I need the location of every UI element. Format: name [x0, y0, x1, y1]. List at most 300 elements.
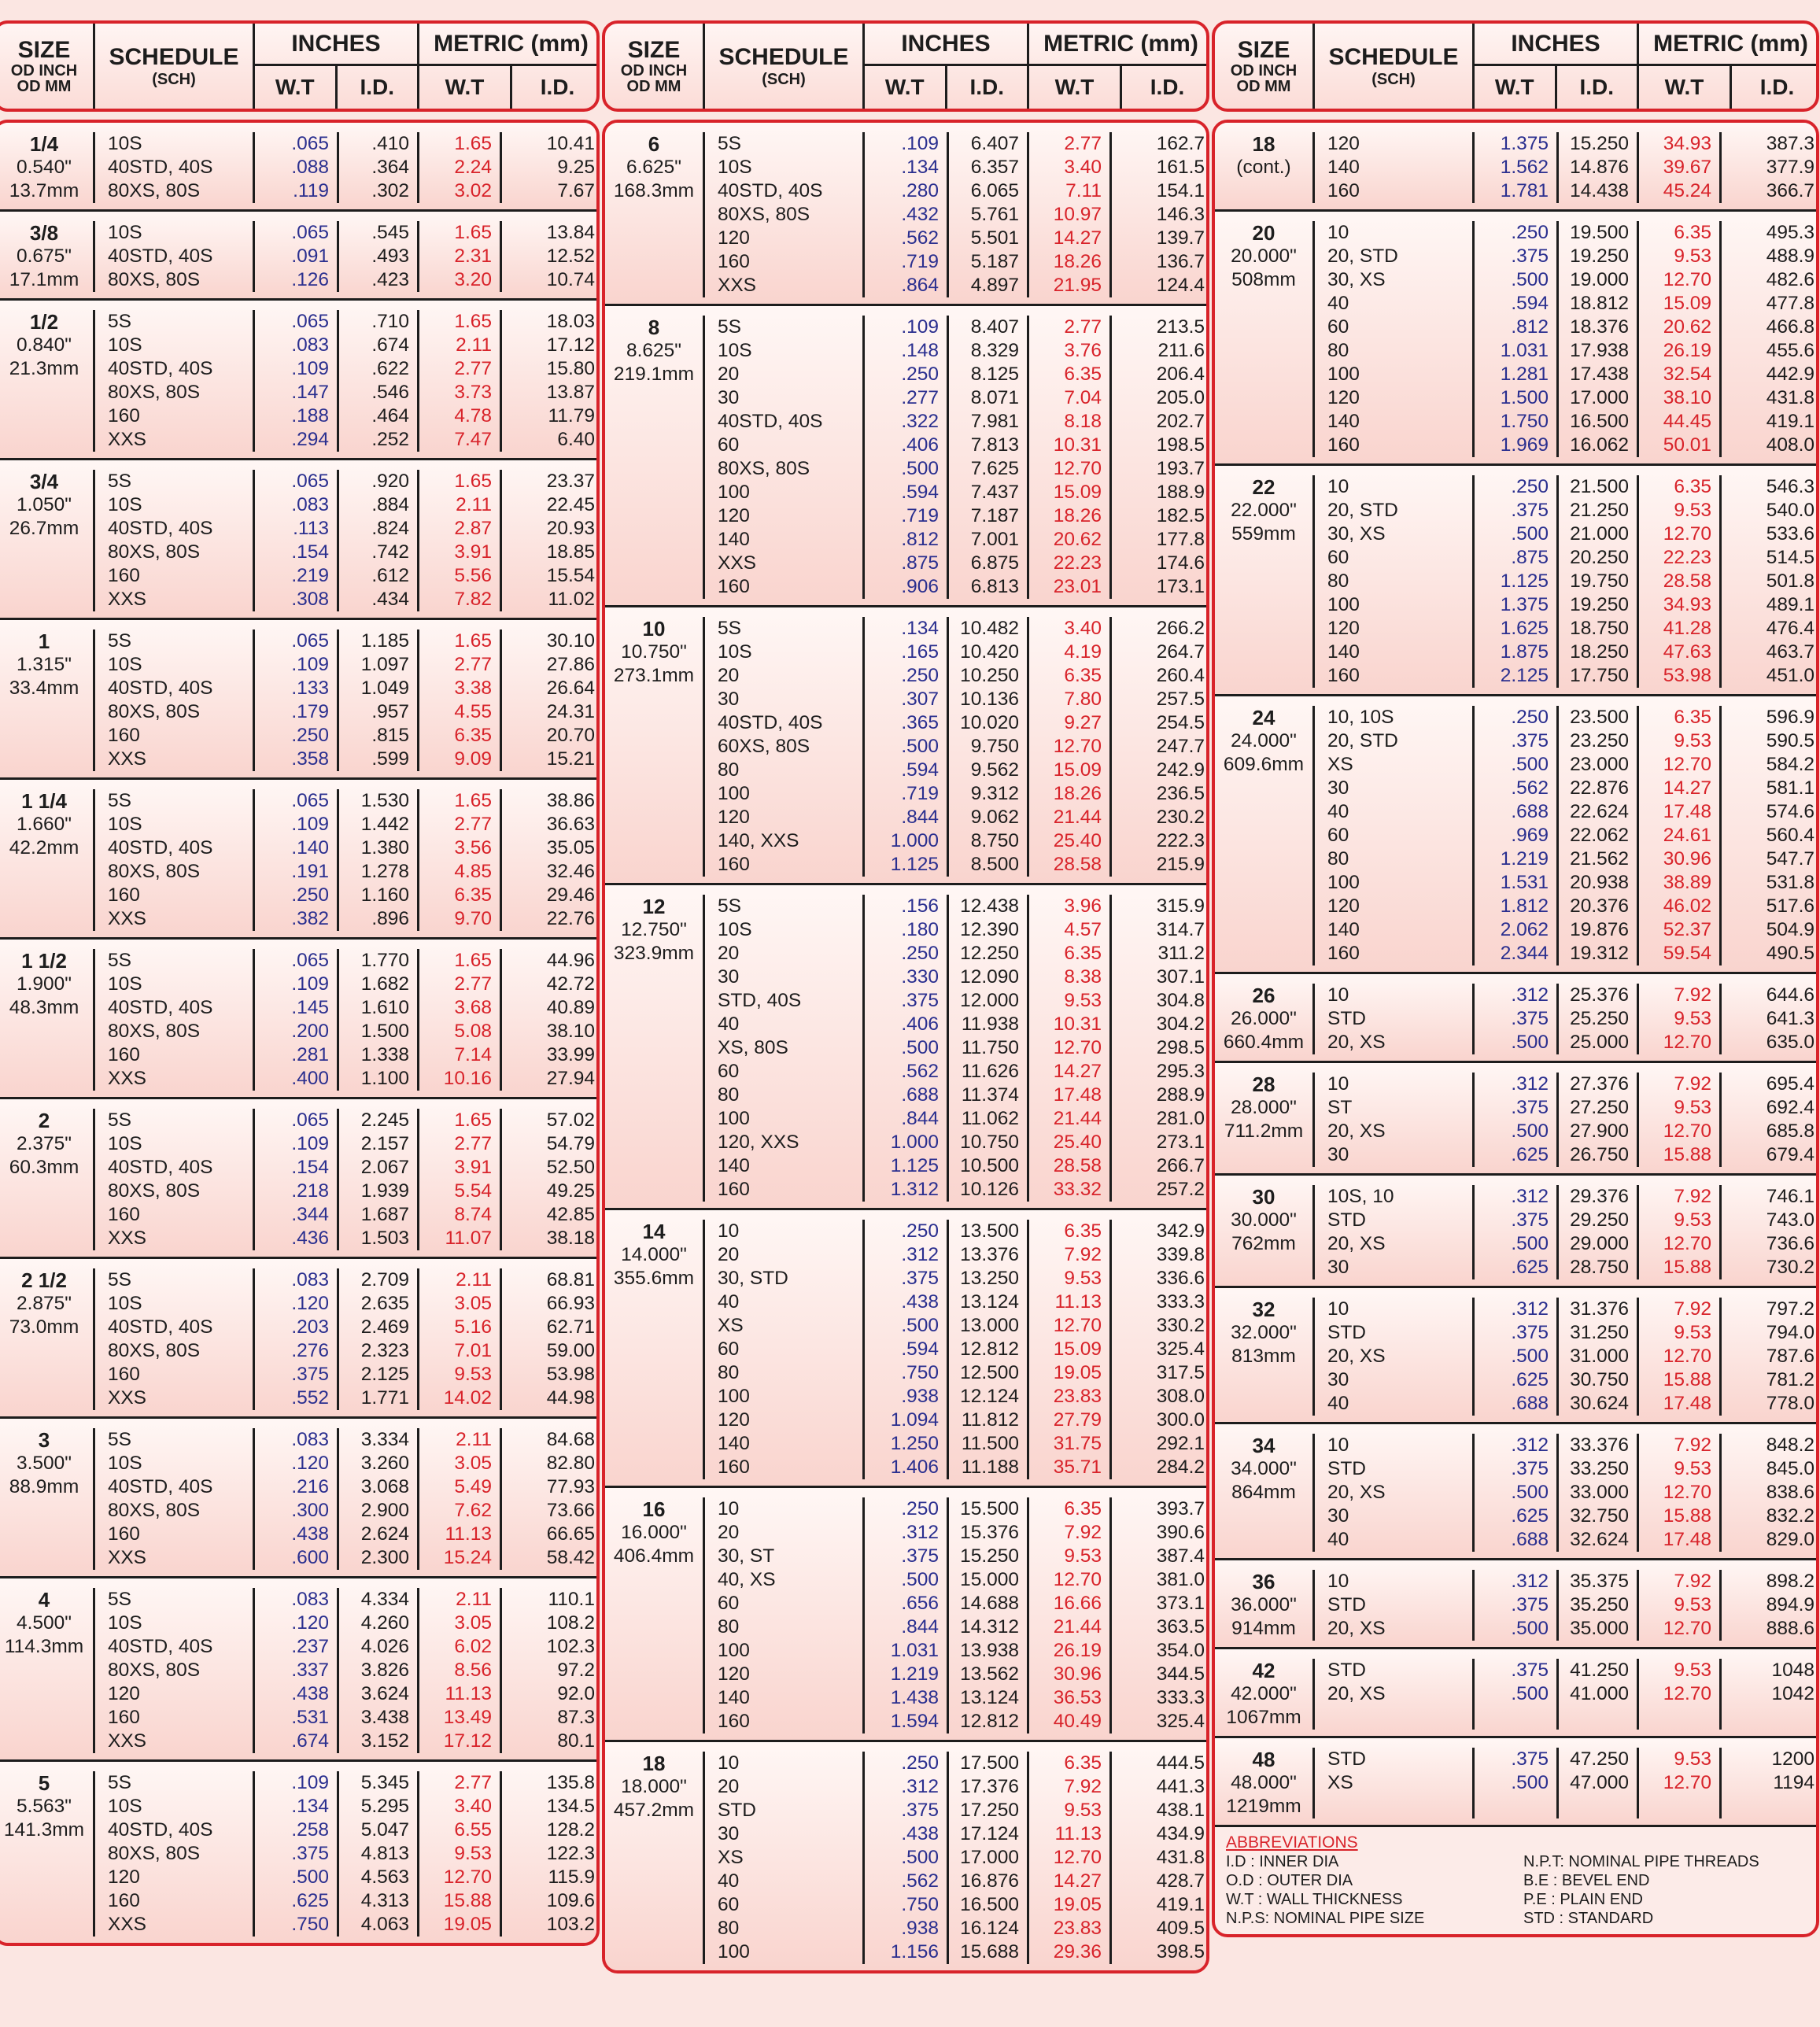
- inner-dia-inch: 1.278: [360, 861, 409, 882]
- schedule: 30: [718, 1823, 740, 1844]
- inner-dia-mm: 787.6: [1766, 1346, 1814, 1367]
- schedule-column: [1315, 1185, 1475, 1279]
- inner-dia-inch: 25.000: [1570, 1032, 1629, 1053]
- inner-dia-mm: 57.02: [546, 1109, 595, 1131]
- od-inch: 2.375": [16, 1133, 72, 1154]
- wall-thickness-mm: 28.58: [1053, 1155, 1102, 1176]
- inner-dia-mm: 58.42: [546, 1547, 595, 1568]
- schedule: 20, XS: [1327, 1618, 1386, 1639]
- schedule: 80XS, 80S: [108, 701, 201, 722]
- schedule: 120: [718, 227, 750, 249]
- abbreviation: B.E : BEVEL END: [1523, 1872, 1650, 1889]
- inner-dia-inch: 4.026: [360, 1636, 409, 1657]
- inner-dia-mm: 205.0: [1156, 387, 1205, 408]
- schedule: 40STD, 40S: [108, 1157, 213, 1178]
- inner-dia-mm-column: [1722, 1298, 1819, 1416]
- wall-thickness-inch: .500: [901, 1847, 939, 1868]
- inner-dia-inch: 7.625: [970, 458, 1019, 479]
- size-group: [605, 885, 1206, 1210]
- wall-thickness-mm: 52.37: [1663, 919, 1711, 940]
- schedule-column: [1315, 221, 1475, 457]
- wall-thickness-inch: .250: [901, 1498, 939, 1519]
- schedule: 160: [108, 1364, 140, 1385]
- od-mm: 1067mm: [1226, 1707, 1301, 1728]
- size-group: [0, 212, 596, 301]
- schedule: 100: [1327, 364, 1360, 385]
- wall-thickness-inch: .375: [1511, 1594, 1549, 1615]
- schedule: XXS: [108, 1068, 147, 1089]
- schedule: 60: [718, 434, 740, 456]
- size-cell: [0, 1771, 95, 1937]
- inner-dia-inch: 1.939: [360, 1180, 409, 1202]
- wall-thickness-mm: 8.38: [1064, 966, 1102, 988]
- wall-thickness-inch: 1.594: [890, 1711, 939, 1732]
- metric-header: [1029, 24, 1209, 109]
- schedule: 80: [718, 1616, 740, 1637]
- wall-thickness-inch: .688: [1511, 1529, 1549, 1550]
- inner-dia-inch: 19.750: [1570, 570, 1629, 592]
- wall-thickness-mm: 18.26: [1053, 251, 1102, 272]
- wall-thickness-mm: 17.48: [1663, 801, 1711, 822]
- wall-thickness-mm: 20.62: [1663, 316, 1711, 338]
- wall-thickness-mm: 1.65: [454, 1109, 492, 1131]
- wall-thickness-inch: .065: [291, 311, 329, 332]
- inner-dia-inch: 1.500: [360, 1021, 409, 1042]
- od-mm-label: OD MM: [1236, 78, 1291, 95]
- wall-thickness-inch: .134: [901, 157, 939, 178]
- inches-subheader: [255, 66, 417, 109]
- schedule: 80XS, 80S: [108, 180, 201, 201]
- inner-dia-inch: 18.376: [1570, 316, 1629, 338]
- wall-thickness-mm: 14.27: [1053, 1870, 1102, 1892]
- wall-thickness-inch: .562: [901, 1870, 939, 1892]
- wall-thickness-mm: 8.74: [454, 1204, 492, 1225]
- inner-dia-inch: 6.407: [970, 133, 1019, 154]
- wall-thickness-inch: .400: [291, 1068, 329, 1089]
- inner-dia-mm-column: [1112, 1220, 1209, 1479]
- size-header: [1215, 24, 1315, 109]
- schedule: 5S: [108, 471, 131, 492]
- inner-dia-mm: 746.1: [1766, 1186, 1814, 1207]
- schedule: 5S: [718, 895, 741, 917]
- inner-dia-inch: 12.000: [960, 990, 1019, 1011]
- inner-dia-inch: 27.250: [1570, 1097, 1629, 1118]
- wall-thickness-mm: 2.24: [454, 157, 492, 178]
- inner-dia-inch-column: [949, 1220, 1029, 1479]
- wall-thickness-mm-column: [419, 1428, 502, 1570]
- wt-label: W.T: [1029, 66, 1122, 109]
- inner-dia-mm: 743.0: [1766, 1209, 1814, 1231]
- id-label: I.D.: [360, 75, 395, 99]
- schedule: 80XS, 80S: [108, 1340, 201, 1361]
- inner-dia-inch: 10.250: [960, 665, 1019, 686]
- inner-dia-inch-column: [339, 1268, 419, 1410]
- size-cell: [605, 1220, 705, 1479]
- inner-dia-inch: 2.125: [360, 1364, 409, 1385]
- schedule: 80XS, 80S: [108, 269, 201, 290]
- inner-dia-inch: 9.312: [970, 783, 1019, 804]
- inner-dia-inch: 31.376: [1570, 1298, 1629, 1320]
- inner-dia-mm: 135.8: [546, 1772, 595, 1793]
- inner-dia-inch: 13.124: [960, 1687, 1019, 1708]
- inner-dia-mm: 317.5: [1156, 1362, 1205, 1383]
- nominal-size: 18: [1252, 132, 1275, 156]
- inner-dia-mm: 7.67: [557, 180, 595, 201]
- sch-label: (SCH): [1371, 70, 1416, 88]
- inner-dia-mm: 336.6: [1156, 1268, 1205, 1289]
- od-inch-label: OD INCH: [10, 62, 78, 79]
- table-panel-2: [602, 20, 1209, 1973]
- schedule: 40: [1327, 1393, 1349, 1414]
- inner-dia-mm-column: [1722, 1659, 1819, 1730]
- inner-dia-inch: 11.188: [961, 1457, 1019, 1478]
- schedule: 40STD, 40S: [108, 1476, 213, 1497]
- wall-thickness-inch-column: [255, 470, 339, 611]
- inner-dia-mm: 829.0: [1766, 1529, 1814, 1550]
- inner-dia-inch: 4.313: [360, 1890, 409, 1911]
- wall-thickness-inch: .109: [291, 973, 329, 995]
- wall-thickness-inch: 1.125: [890, 854, 939, 875]
- wall-thickness-inch: .312: [901, 1244, 939, 1265]
- wall-thickness-mm: 15.88: [1663, 1257, 1711, 1278]
- schedule: 120: [718, 1409, 750, 1431]
- wall-thickness-mm: 22.23: [1663, 547, 1711, 568]
- wall-thickness-inch: .109: [901, 316, 939, 338]
- inner-dia-mm: 62.71: [546, 1316, 595, 1338]
- inner-dia-mm: 26.64: [546, 678, 595, 699]
- nominal-size: 42: [1252, 1659, 1275, 1682]
- schedule: 80XS, 80S: [718, 458, 810, 479]
- inner-dia-inch: 4.563: [360, 1866, 409, 1888]
- schedule: 10S: [718, 919, 752, 940]
- inner-dia-mm-column: [1722, 1073, 1819, 1167]
- size-group: [0, 1578, 596, 1762]
- schedule-column: [95, 789, 255, 931]
- inner-dia-inch: 21.562: [1570, 848, 1629, 870]
- inner-dia-inch: 18.250: [1570, 641, 1629, 663]
- inner-dia-inch: 6.875: [970, 552, 1019, 574]
- inner-dia-inch: 19.876: [1570, 919, 1629, 940]
- inner-dia-mm: 517.6: [1766, 895, 1814, 917]
- wall-thickness-inch: .500: [1511, 1121, 1549, 1142]
- wall-thickness-mm: 6.35: [454, 884, 492, 906]
- wall-thickness-inch-column: [1475, 1298, 1559, 1416]
- wall-thickness-inch: 2.344: [1500, 943, 1549, 964]
- inner-dia-mm: 797.2: [1766, 1298, 1814, 1320]
- od-inch: 30.000": [1231, 1209, 1297, 1231]
- wall-thickness-inch: .312: [1511, 1073, 1549, 1095]
- inner-dia-mm: 504.9: [1766, 919, 1814, 940]
- schedule: 20: [718, 1244, 740, 1265]
- inner-dia-inch: .612: [371, 565, 409, 586]
- inner-dia-mm: 366.7: [1766, 180, 1814, 201]
- size-group: [0, 1099, 596, 1259]
- inner-dia-mm: 451.0: [1766, 665, 1814, 686]
- wall-thickness-inch: .312: [1511, 1298, 1549, 1320]
- inner-dia-inch: .364: [371, 157, 409, 178]
- wall-thickness-mm: 15.09: [1053, 759, 1102, 781]
- wall-thickness-mm: 41.28: [1663, 618, 1711, 639]
- schedule: 5S: [108, 630, 131, 652]
- size-header: [605, 24, 705, 109]
- wall-thickness-inch-column: [1475, 221, 1559, 457]
- schedule: 60: [1327, 316, 1349, 338]
- wall-thickness-inch: 1.125: [1500, 570, 1549, 592]
- inner-dia-mm: 354.0: [1156, 1640, 1205, 1661]
- inner-dia-mm: 419.1: [1156, 1894, 1205, 1915]
- wall-thickness-inch-column: [1475, 1659, 1559, 1730]
- schedule: 30, XS: [1327, 523, 1386, 545]
- schedule: STD: [1327, 1660, 1366, 1681]
- od-inch-label: OD INCH: [1230, 62, 1298, 79]
- inner-dia-mm: 128.2: [546, 1819, 595, 1841]
- wall-thickness-mm: 2.77: [454, 814, 492, 835]
- inner-dia-mm: 108.2: [546, 1612, 595, 1634]
- schedule: 10: [1327, 1298, 1349, 1320]
- wall-thickness-mm: 9.53: [1674, 246, 1711, 267]
- od-inch: 0.675": [16, 246, 72, 267]
- inner-dia-inch: 10.020: [960, 712, 1019, 733]
- inner-dia-inch: 9.062: [970, 807, 1019, 828]
- size-group: [1215, 1560, 1816, 1649]
- schedule: 5S: [718, 316, 741, 338]
- wall-thickness-inch: .500: [1511, 1683, 1549, 1704]
- wall-thickness-inch-column: [865, 895, 949, 1202]
- schedule: 60XS, 80S: [718, 736, 810, 757]
- inner-dia-mm: 438.1: [1156, 1800, 1205, 1821]
- inner-dia-mm: 455.6: [1766, 340, 1814, 361]
- inner-dia-inch: 2.635: [360, 1293, 409, 1314]
- wall-thickness-mm: 26.19: [1663, 340, 1711, 361]
- nominal-size: 6: [648, 132, 660, 156]
- schedule: XXS: [108, 1387, 147, 1409]
- wall-thickness-mm-column: [1639, 1298, 1722, 1416]
- wall-thickness-mm-column: [1029, 895, 1112, 1202]
- schedule: 30: [718, 689, 740, 710]
- size-group: [1215, 974, 1816, 1063]
- wall-thickness-inch: 2.062: [1500, 919, 1549, 940]
- id-label: I.D.: [969, 75, 1005, 99]
- schedule: 20, STD: [1327, 730, 1398, 751]
- metric-subheader: [419, 66, 600, 109]
- inner-dia-inch: .410: [371, 133, 409, 154]
- inner-dia-inch: 16.500: [960, 1894, 1019, 1915]
- inner-dia-inch-column: [949, 132, 1029, 297]
- nominal-size: 20: [1252, 221, 1275, 245]
- wall-thickness-inch: .109: [291, 358, 329, 379]
- wall-thickness-mm: 7.92: [1674, 1298, 1711, 1320]
- od-mm: 914mm: [1231, 1618, 1296, 1639]
- schedule-header: [1315, 24, 1475, 109]
- size-cell: [1215, 706, 1315, 966]
- wall-thickness-mm: 5.16: [454, 1316, 492, 1338]
- wall-thickness-mm: 15.88: [1663, 1369, 1711, 1390]
- schedule: STD: [1327, 1594, 1366, 1615]
- wall-thickness-mm: 3.68: [454, 997, 492, 1018]
- inner-dia-mm: 442.9: [1766, 364, 1814, 385]
- inner-dia-inch: 17.750: [1570, 665, 1629, 686]
- size-cell: [0, 221, 95, 292]
- inner-dia-inch: 15.250: [1570, 133, 1629, 154]
- schedule: 160: [718, 1457, 750, 1478]
- od-mm: 73.0mm: [9, 1316, 79, 1338]
- wall-thickness-mm: 3.40: [1064, 157, 1102, 178]
- inches-header: [865, 24, 1029, 109]
- inner-dia-mm: 781.2: [1766, 1369, 1814, 1390]
- schedule: 10: [1327, 1073, 1349, 1095]
- inner-dia-inch: .957: [371, 701, 409, 722]
- inner-dia-mm: 311.2: [1157, 943, 1205, 964]
- wall-thickness-mm-column: [419, 949, 502, 1091]
- wall-thickness-inch-column: [1475, 706, 1559, 966]
- wall-thickness-inch-column: [255, 132, 339, 203]
- inner-dia-inch-column: [339, 470, 419, 611]
- inner-dia-mm: 695.4: [1766, 1073, 1814, 1095]
- inner-dia-mm: 202.7: [1156, 411, 1205, 432]
- inner-dia-mm: 11.79: [548, 405, 595, 426]
- inner-dia-mm: 264.7: [1156, 641, 1205, 663]
- od-inch: 26.000": [1231, 1008, 1297, 1029]
- wall-thickness-inch: .281: [291, 1044, 329, 1065]
- wall-thickness-mm-column: [1639, 132, 1722, 203]
- inner-dia-mm: 15.80: [546, 358, 595, 379]
- wall-thickness-mm: 7.92: [1064, 1776, 1102, 1797]
- wall-thickness-mm: 7.92: [1674, 1571, 1711, 1592]
- inner-dia-mm-column: [502, 1588, 600, 1753]
- inner-dia-mm: 288.9: [1156, 1084, 1205, 1106]
- inner-dia-inch: 12.390: [960, 919, 1019, 940]
- wall-thickness-inch: 1.250: [890, 1433, 939, 1454]
- od-mm: 323.9mm: [613, 943, 695, 964]
- wall-thickness-mm: 18.26: [1053, 783, 1102, 804]
- inner-dia-mm: 315.9: [1156, 895, 1205, 917]
- schedule: 30: [718, 966, 740, 988]
- inner-dia-inch: 7.813: [970, 434, 1019, 456]
- wall-thickness-inch: .109: [291, 1133, 329, 1154]
- inner-dia-inch-column: [949, 1497, 1029, 1733]
- od-mm: 168.3mm: [613, 180, 695, 201]
- schedule: 140, XXS: [718, 830, 799, 851]
- wall-thickness-inch: .500: [1511, 754, 1549, 775]
- inner-dia-inch: 12.250: [960, 943, 1019, 964]
- inner-dia-inch: 2.067: [360, 1157, 409, 1178]
- schedule: 10: [718, 1498, 740, 1519]
- wall-thickness-inch: .330: [901, 966, 939, 988]
- inner-dia-mm: 476.4: [1766, 618, 1814, 639]
- inner-dia-mm: 44.98: [546, 1387, 595, 1409]
- wall-thickness-inch: .938: [901, 1386, 939, 1407]
- od-inch: 5.563": [16, 1796, 72, 1817]
- schedule: 40STD, 40S: [108, 1636, 213, 1657]
- inner-dia-mm: 560.4: [1766, 825, 1814, 846]
- wall-thickness-mm: 39.67: [1663, 157, 1711, 178]
- od-mm: 26.7mm: [9, 518, 79, 539]
- inner-dia-mm-column: [502, 221, 600, 292]
- inner-dia-mm: 188.9: [1156, 482, 1205, 503]
- size-group: [0, 460, 596, 620]
- wall-thickness-inch: .277: [901, 387, 939, 408]
- schedule: 40: [1327, 293, 1349, 314]
- wall-thickness-inch: .312: [1511, 1434, 1549, 1456]
- wall-thickness-inch: .406: [901, 1014, 939, 1035]
- schedule: 80: [1327, 848, 1349, 870]
- od-mm: 457.2mm: [613, 1800, 695, 1821]
- wall-thickness-mm: 9.53: [1674, 1748, 1711, 1770]
- inner-dia-mm: 333.3: [1156, 1687, 1205, 1708]
- nominal-size: 18: [642, 1752, 666, 1775]
- nominal-size: 1/2: [29, 310, 59, 334]
- schedule: STD: [1327, 1008, 1366, 1029]
- wall-thickness-inch: .375: [901, 1268, 939, 1289]
- inner-dia-inch: 21.000: [1570, 523, 1629, 545]
- wall-thickness-inch: .375: [1511, 1097, 1549, 1118]
- wall-thickness-inch: .120: [291, 1453, 329, 1474]
- inner-dia-inch: 1.338: [360, 1044, 409, 1065]
- wall-thickness-inch: .500: [901, 1569, 939, 1590]
- inner-dia-inch-column: [1559, 1073, 1639, 1167]
- inches-header: [255, 24, 419, 109]
- size-cell: [605, 617, 705, 877]
- wall-thickness-inch-column: [865, 132, 949, 297]
- inner-dia-inch: 22.624: [1570, 801, 1629, 822]
- wall-thickness-inch: 1.281: [1500, 364, 1549, 385]
- inner-dia-inch: 4.334: [360, 1589, 409, 1610]
- inner-dia-inch-column: [339, 310, 419, 452]
- wall-thickness-mm: 12.70: [1663, 1683, 1711, 1704]
- schedule: 10S: [108, 494, 142, 515]
- inner-dia-inch: 35.250: [1570, 1594, 1629, 1615]
- inner-dia-inch: 2.469: [360, 1316, 409, 1338]
- schedule: 5S: [108, 790, 131, 811]
- od-inch: 0.540": [16, 157, 72, 178]
- inner-dia-mm: 193.7: [1156, 458, 1205, 479]
- od-inch: 42.000": [1231, 1683, 1297, 1704]
- od-inch: 14.000": [621, 1244, 687, 1265]
- schedule-column: [1315, 1570, 1475, 1641]
- schedule-column: [95, 1109, 255, 1250]
- wall-thickness-inch: .625: [1511, 1257, 1549, 1278]
- wall-thickness-mm: 11.13: [1054, 1291, 1102, 1313]
- size-cell: [1215, 1570, 1315, 1641]
- wall-thickness-inch: .337: [291, 1660, 329, 1681]
- od-inch: 1.050": [16, 494, 72, 515]
- wt-label: W.T: [419, 66, 512, 109]
- schedule-column: [1315, 132, 1475, 203]
- wall-thickness-mm: 6.35: [454, 725, 492, 746]
- inner-dia-mm-column: [1112, 895, 1209, 1202]
- wall-thickness-mm: 9.53: [1674, 1322, 1711, 1343]
- inner-dia-mm: 488.9: [1766, 246, 1814, 267]
- schedule: 160: [108, 884, 140, 906]
- schedule: STD: [1327, 1209, 1366, 1231]
- schedule: 40STD, 40S: [718, 180, 823, 201]
- od-mm-label: OD MM: [17, 78, 72, 95]
- schedule: 100: [718, 783, 750, 804]
- wall-thickness-inch: .600: [291, 1547, 329, 1568]
- schedule: 10S: [108, 654, 142, 675]
- wall-thickness-inch: 1.156: [890, 1941, 939, 1962]
- schedule: STD: [718, 1800, 756, 1821]
- schedule: 30: [1327, 1257, 1349, 1278]
- wall-thickness-mm: 18.26: [1053, 505, 1102, 526]
- inner-dia-inch: 14.688: [960, 1593, 1019, 1614]
- inner-dia-inch: 13.124: [960, 1291, 1019, 1313]
- nominal-size: 1/4: [29, 132, 59, 156]
- size-group: [1215, 1063, 1816, 1176]
- inner-dia-inch: 22.876: [1570, 777, 1629, 799]
- wall-thickness-mm: 14.27: [1663, 777, 1711, 799]
- wall-thickness-inch: .500: [1511, 1482, 1549, 1503]
